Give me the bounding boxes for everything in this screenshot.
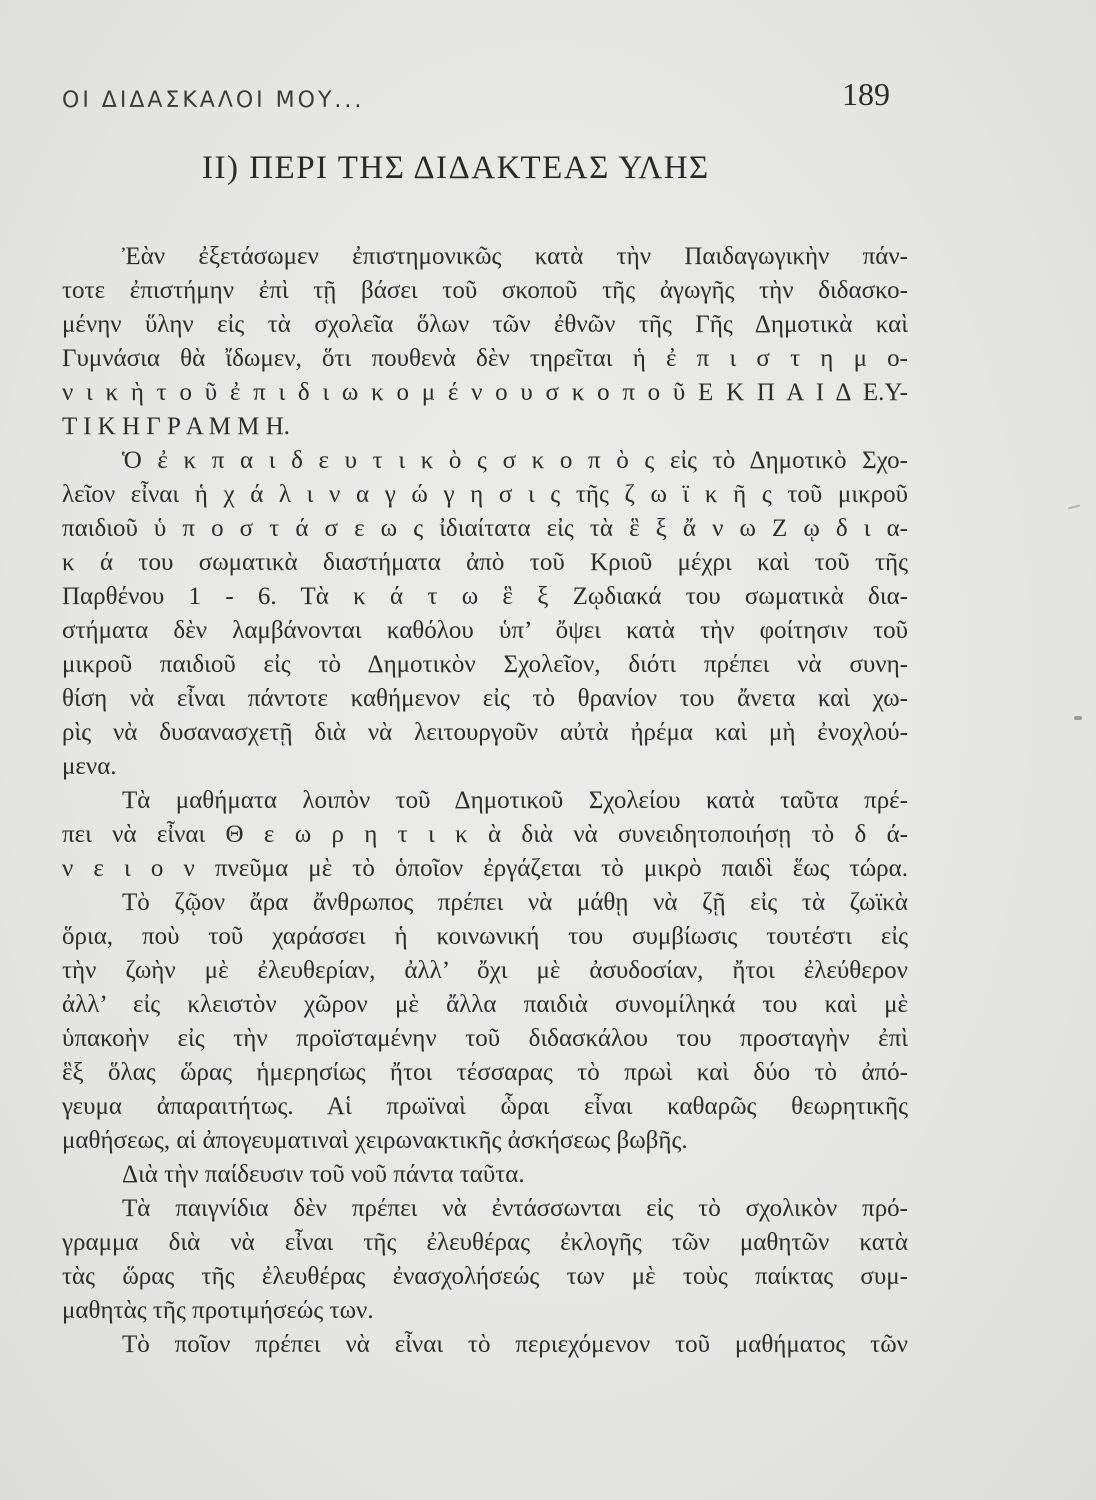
text-line: Ἐὰν ἐξετάσωμεν ἐπιστημονικῶς κατὰ τὴν Παιδαγωγικὴν πάν-	[122, 243, 908, 270]
text-line: θίση νὰ εἶναι πάντοτε καθήμενον εἰς τὸ θρανίον του ἄνετα καὶ χω-	[62, 685, 908, 712]
text-line: Τ Ι Κ Η Γ Ρ Α Μ Μ Η.	[62, 413, 290, 440]
text-line: ρὶς νὰ δυσανασχετῇ διὰ νὰ λειτουργοῦν αὐτὰ ἠρέμα καὶ μὴ ἐνοχλού-	[62, 719, 908, 746]
text-line: Παρθένου 1 - 6. Τὰ κ ά τ ω ἓ ξ Ζῳδιακά του σωματικὰ δια-	[62, 583, 908, 610]
text-line: λεῖον εἶναι ἡ χ ά λ ι ν α γ ώ γ η σ ι ς τῆς ζ ω ϊ κ ῆ ς τοῦ μικροῦ	[62, 481, 908, 508]
text-line: ἀλλ’ εἰς κλειστὸν χῶρον μὲ ἄλλα παιδιὰ συνομίληκά του καὶ μὲ	[62, 991, 908, 1018]
text-line: γραμμα διὰ νὰ εἶναι τῆς ἐλευθέρας ἐκλογῆς τῶν μαθητῶν κατὰ	[62, 1229, 908, 1256]
paper-speck	[1074, 716, 1082, 720]
page-number: 189	[842, 76, 890, 112]
text-line: γευμα ἀπαραιτήτως. Αἱ πρωϊναὶ ὧραι εἶναι καθαρῶς θεωρητικῆς	[62, 1093, 908, 1120]
text-line: μικροῦ παιδιοῦ εἰς τὸ Δημοτικὸν Σχολεῖον, διότι πρέπει νὰ συνη-	[62, 651, 908, 678]
text-line: Τὰ μαθήματα λοιπὸν τοῦ Δημοτικοῦ Σχολείου κατὰ ταῦτα πρέ-	[122, 787, 908, 814]
text-line: ὅρια, ποὺ τοῦ χαράσσει ἡ κοινωνική του συμβίωσις τουτέστι εἰς	[62, 923, 908, 950]
text-line: παιδιοῦ ὑ π ο σ τ ά σ ε ω ς ἰδιαίτατα εἰς τὰ ἓ ξ ἄ ν ω Ζ ῳ δ ι α-	[62, 515, 908, 542]
text-line: μαθητὰς τῆς προτιμήσεώς των.	[62, 1297, 374, 1324]
body-text	[62, 240, 908, 1362]
text-line: Τὸ ζῷον ἄρα ἄνθρωπος πρέπει νὰ μάθῃ νὰ ζῇ εἰς τὰ ζωϊκὰ	[122, 889, 908, 916]
text-line: Τὰ παιγνίδια δὲν πρέπει νὰ ἐντάσσωνται εἰς τὸ σχολικὸν πρό-	[122, 1195, 908, 1222]
text-line: τοτε ἐπιστήμην ἐπὶ τῇ βάσει τοῦ σκοποῦ τῆς ἀγωγῆς τὴν διδασκο-	[62, 277, 908, 304]
text-line: μένην ὕλην εἰς τὰ σχολεῖα ὅλων τῶν ἐθνῶν τῆς Γῆς Δημοτικὰ καὶ	[62, 311, 908, 338]
text-line: ὑπακοὴν εἰς τὴν προϊσταμένην τοῦ διδασκάλου του προσταγὴν ἐπὶ	[62, 1025, 908, 1052]
running-head: ΟΙ ΔΙΔΑΣΚΑΛΟΙ ΜΟΥ...	[62, 88, 365, 113]
text-line: Τὸ ποῖον πρέπει νὰ εἶναι τὸ περιεχόμενον τοῦ μαθήματος τῶν	[122, 1331, 908, 1358]
paper-mark	[1068, 504, 1080, 509]
text-line: στήματα δὲν λαμβάνονται καθόλου ὑπ’ ὄψει κατὰ τὴν φοίτησιν τοῦ	[62, 617, 908, 644]
text-line: μαθήσεως, αἱ ἀπογευματιναὶ χειρωνακτικῆς ἀσκήσεως βωβῆς.	[62, 1127, 688, 1154]
text-line: πει νὰ εἶναι Θ ε ω ρ η τ ι κ ὰ διὰ νὰ συνειδητοποιήσῃ τὸ δ ά-	[62, 821, 908, 848]
text-line: ν ε ι ο ν πνεῦμα μὲ τὸ ὁποῖον ἐργάζεται τὸ μικρὸ παιδὶ ἕως τώρα.	[62, 855, 908, 882]
text-line: κ ά του σωματικὰ διαστήματα ἀπὸ τοῦ Κριοῦ μέχρι καὶ τοῦ τῆς	[62, 549, 908, 576]
section-title: II) ΠΕΡΙ ΤΗΣ ΔΙΔΑΚΤΕΑΣ ΥΛΗΣ	[202, 150, 710, 186]
text-line: ἓξ ὅλας ὥρας ἡμερησίως ἤτοι τέσσαρας τὸ πρωὶ καὶ δύο τὸ ἀπό-	[62, 1059, 908, 1086]
text-line: τὴν ζωὴν μὲ ἐλευθερίαν, ἀλλ’ ὄχι μὲ ἀσυδοσίαν, ἤτοι ἐλεύθερον	[62, 957, 908, 984]
text-line: Γυμνάσια θὰ ἴδωμεν, ὅτι πουθενὰ δὲν τηρεῖται ἡ ἐ π ι σ τ η μ ο-	[62, 345, 908, 372]
text-line: ν ι κ ὴ τ ο ῦ ἐ π ι δ ι ω κ ο μ έ ν ο υ σ κ ο π ο ῦ Ε Κ Π Α Ι Δ Ε.Υ-	[62, 379, 908, 406]
text-line: τὰς ὥρας τῆς ἐλευθέρας ἐνασχολήσεώς των μὲ τοὺς παίκτας συμ-	[62, 1263, 908, 1290]
text-line: Διὰ τὴν παίδευσιν τοῦ νοῦ πάντα ταῦτα.	[122, 1161, 525, 1188]
text-line: μενα.	[62, 753, 117, 780]
text-line: Ὁ ἐ κ π α ι δ ε υ τ ι κ ὸ ς σ κ ο π ὸ ς εἰς τὸ Δημοτικὸ Σχο-	[122, 447, 908, 474]
